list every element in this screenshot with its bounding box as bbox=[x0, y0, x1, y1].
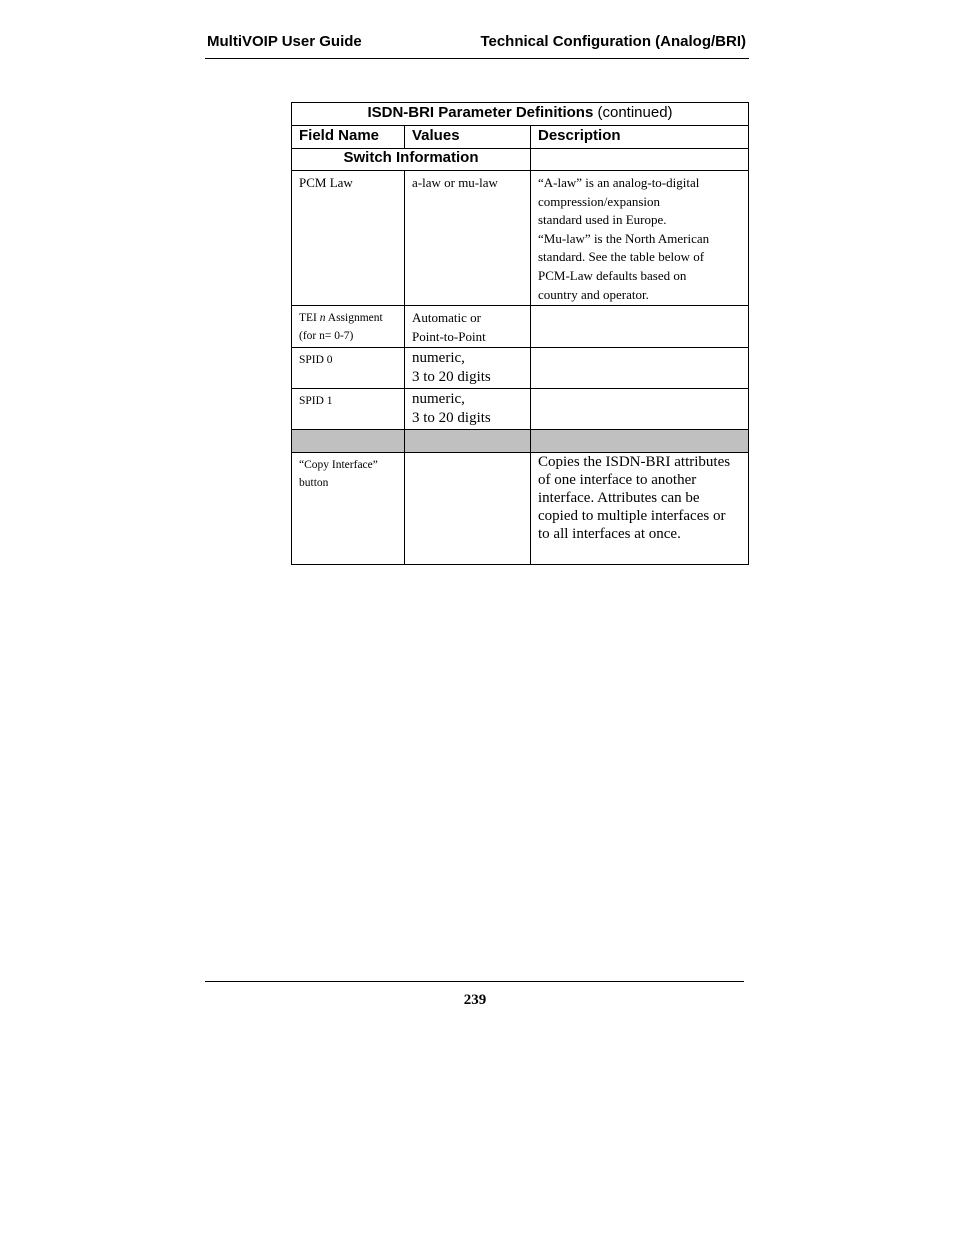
section-empty-cell bbox=[531, 149, 749, 171]
table-title-row bbox=[292, 103, 749, 126]
description-line: to all interfaces at once. bbox=[538, 526, 681, 542]
field-tei-line2: (for n= 0-7) bbox=[299, 330, 354, 342]
header-divider bbox=[205, 58, 749, 59]
table-title-bold: ISDN-BRI Parameter Definitions bbox=[367, 104, 594, 121]
column-header-row bbox=[292, 126, 749, 149]
table-title-continued: (continued) bbox=[597, 104, 673, 121]
column-header-values: Values bbox=[405, 126, 531, 149]
table-row bbox=[292, 348, 749, 389]
header-section-title: Technical Configuration (Analog/BRI) bbox=[480, 33, 746, 50]
values-line: Point-to-Point bbox=[412, 328, 486, 344]
description-line: of one interface to another bbox=[538, 472, 697, 488]
field-copy-interface bbox=[292, 453, 405, 565]
field-tei-prefix: TEI bbox=[299, 312, 317, 324]
values-pcm-law: a-law or mu-law bbox=[405, 171, 531, 306]
table-title bbox=[292, 103, 749, 126]
gray-cell bbox=[531, 430, 749, 453]
gray-separator-row bbox=[292, 430, 749, 453]
section-row bbox=[292, 149, 749, 171]
description-tei-assignment bbox=[531, 306, 749, 348]
description-line: PCM-Law defaults based on bbox=[538, 267, 687, 283]
field-spid-1: SPID 1 bbox=[292, 389, 405, 430]
values-line: 3 to 20 digits bbox=[412, 409, 491, 426]
values-spid-1 bbox=[405, 389, 531, 430]
description-line: standard. See the table below of bbox=[538, 249, 705, 265]
description-line: Copies the ISDN-BRI attributes bbox=[538, 454, 731, 470]
table-row bbox=[292, 453, 749, 565]
field-tei-variable: n bbox=[319, 312, 326, 324]
values-line: Automatic or bbox=[412, 310, 481, 325]
gray-cell bbox=[292, 430, 405, 453]
header-guide-title: MultiVOIP User Guide bbox=[207, 33, 362, 50]
column-header-field-name: Field Name bbox=[292, 126, 405, 149]
footer-divider bbox=[205, 981, 744, 982]
description-spid-0 bbox=[531, 348, 749, 389]
description-pcm-law bbox=[531, 171, 749, 306]
column-header-description: Description bbox=[531, 126, 749, 149]
field-copy-line1: “Copy Interface” bbox=[299, 459, 378, 471]
field-spid-0: SPID 0 bbox=[292, 348, 405, 389]
values-tei-assignment bbox=[405, 306, 531, 348]
description-spid-1 bbox=[531, 389, 749, 430]
description-copy-interface bbox=[531, 453, 749, 565]
description-line: standard used in Europe. bbox=[538, 212, 667, 228]
description-line: compression/expansion bbox=[538, 193, 661, 209]
field-copy-line2: button bbox=[299, 477, 329, 489]
values-line: numeric, bbox=[412, 350, 465, 366]
field-tei-suffix: Assignment bbox=[327, 312, 383, 324]
description-line: “Mu-law” is the North American bbox=[538, 230, 710, 246]
description-line: country and operator. bbox=[538, 286, 649, 302]
field-pcm-law: PCM Law bbox=[292, 171, 405, 306]
isdn-bri-parameter-table bbox=[291, 102, 749, 565]
description-line: “A-law” is an analog-to-digital bbox=[538, 175, 700, 190]
field-tei-line1 bbox=[299, 309, 397, 327]
table-row bbox=[292, 171, 749, 306]
table-row bbox=[292, 389, 749, 430]
values-line: 3 to 20 digits bbox=[412, 368, 491, 385]
description-line: copied to multiple interfaces or bbox=[538, 508, 726, 524]
values-spid-0 bbox=[405, 348, 531, 389]
description-line: interface. Attributes can be bbox=[538, 490, 700, 506]
field-tei-assignment bbox=[292, 306, 405, 348]
table-row bbox=[292, 306, 749, 348]
values-copy-interface bbox=[405, 453, 531, 565]
values-line: numeric, bbox=[412, 391, 465, 407]
gray-cell bbox=[405, 430, 531, 453]
section-switch-information: Switch Information bbox=[292, 149, 531, 171]
page-number: 239 bbox=[463, 992, 487, 1008]
